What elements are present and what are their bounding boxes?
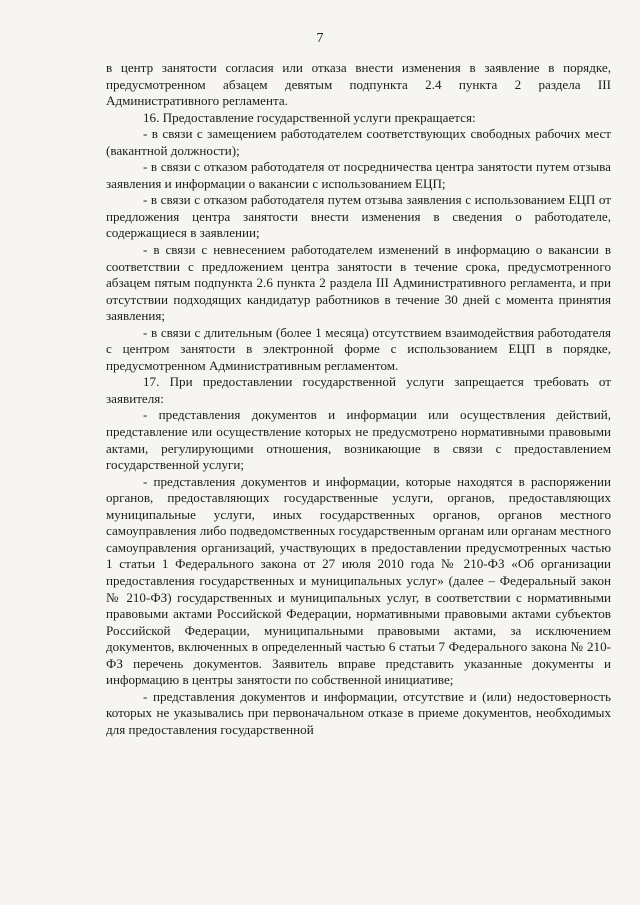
paragraph-item: - в связи с длительным (более 1 месяца) отсутствием взаимодействия работодателя с центром занятости в электронной форме с использованием ЕЦП в порядке, предусмотренном Административным регламентом. (106, 324, 611, 373)
paragraph-item: - в связи с невнесением работодателем изменений в информацию о вакансии в соответствии с предложением центра занятости в течение срока, предусмотренного абзацем пятым подпункта 2.6 пункта 2 раздела III Административного регламента, и при отсутствии подходящих кандидатур работников в течение 30 дней с момента принятия заявления; (106, 242, 611, 324)
paragraph-item: - в связи с отказом работодателя от посредничества центра занятости путем отзыва заявления и информации о вакансии с использованием ЕЦП; (106, 159, 611, 191)
paragraph-continuation: в центр занятости согласия или отказа внести изменения в заявление в порядке, предусмотренном абзацем девятым подпункта 2.4 пункта 2 раздела III Административного регламента. (106, 60, 611, 109)
paragraph-item: - в связи с замещением работодателем соответствующих свободных рабочих мест (вакантной должности); (106, 126, 611, 158)
paragraph-item: - представления документов и информации, которые находятся в распоряжении органов, предоставляющих государственные услуги, органов, предоставляющих муниципальные услуги, иных государственных органов, органов местного самоуправления либо подведомственных государственным органам или органам местного самоуправления организаций, участвующих в предоставлении предусмотренных частью 1 статьи 1 Федерального закона от 27 июля 2010 года № 210-ФЗ «Об организации предоставления государственных и муниципальных услуг» (далее – Федеральный закон № 210-ФЗ) государственных и муниципальных услуг, в соответствии с нормативными правовыми актами Российской Федерации, нормативными правовыми актами субъектов Российской Федерации, муниципальными правовыми актами, за исключением документов, включенных в определенный частью 6 статьи 7 Федерального закона № 210-ФЗ перечень документов. Заявитель вправе представить указанные документы и информацию в центры занятости по собственной инициативе; (106, 473, 611, 688)
page-number: 7 (316, 31, 324, 46)
document-body (106, 60, 611, 738)
paragraph-item: - в связи с отказом работодателя путем отзыва заявления с использованием ЕЦП от предложения центра занятости внести изменения в сведения о работодателе, содержащиеся в заявлении; (106, 192, 611, 241)
paragraph-item: - представления документов и информации, отсутствие и (или) недостоверность которых не указывались при первоначальном отказе в приеме документов, необходимых для предоставления государственной (106, 688, 611, 737)
paragraph-clause-16: 16. Предоставление государственной услуги прекращается: (143, 109, 476, 125)
paragraph-clause-17: 17. При предоставлении государственной услуги запрещается требовать от заявителя: (106, 374, 611, 406)
paragraph-item: - представления документов и информации или осуществления действий, представление или осуществление которых не предусмотрено нормативными правовыми актами, регулирующими отношения, возникающие в связи с предоставлением государственной услуги; (106, 407, 611, 473)
